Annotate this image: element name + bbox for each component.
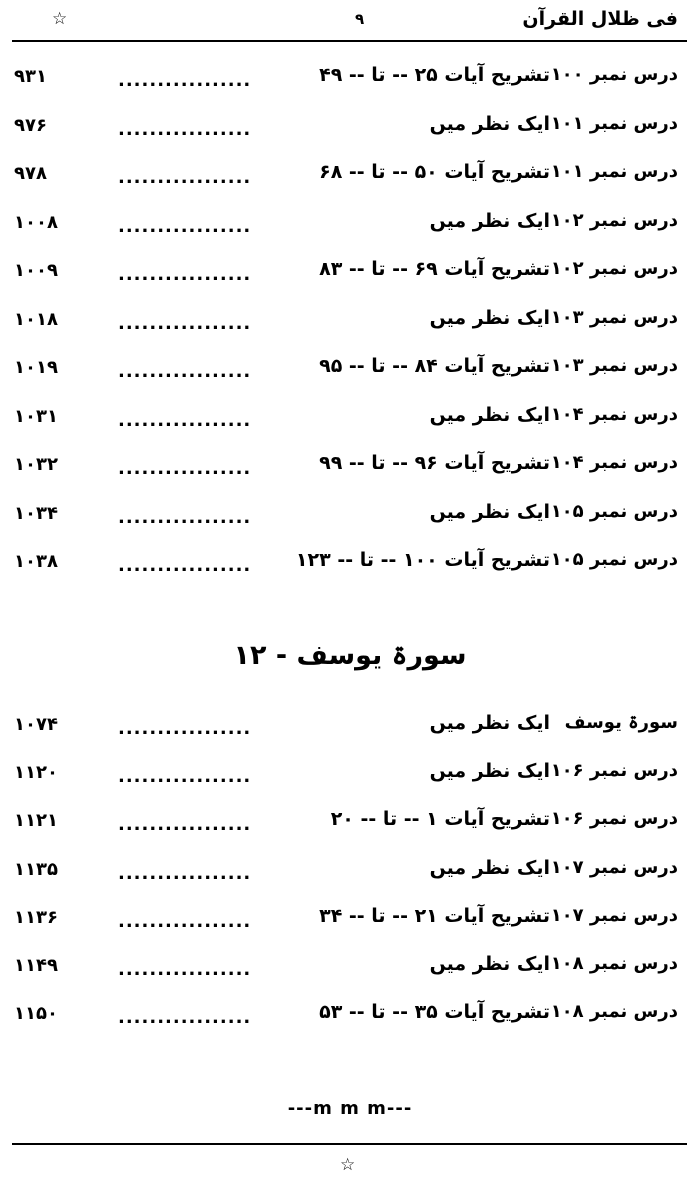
lesson-label: درس نمبر ۱۰۲ xyxy=(550,258,678,279)
lesson-label: درس نمبر ۱۰۴ xyxy=(550,403,678,425)
topic-label: ایک نظر میں xyxy=(429,403,550,426)
dot-leader: ................. xyxy=(118,814,252,836)
toc-row xyxy=(0,105,700,153)
topic-label: ایک نظر میں xyxy=(429,112,550,135)
lesson-label: درس نمبر ۱۰۵ xyxy=(550,549,678,570)
page-ref: ۱۱۲۰ xyxy=(14,762,58,784)
lesson-label: درس نمبر ۱۰۶ xyxy=(550,808,678,830)
topic-label: تشریح آیات ۲۱ -- تا -- ۳۴ xyxy=(319,904,550,927)
topic-label: ایک نظر میں xyxy=(429,856,550,879)
toc-row xyxy=(0,945,700,993)
page-ref: ۱۰۳۲ xyxy=(14,454,58,475)
lesson-label: درس نمبر ۱۰۷ xyxy=(550,856,678,878)
toc-row xyxy=(0,993,700,1041)
topic-label: ایک نظر میں xyxy=(429,760,550,783)
toc-row xyxy=(0,849,700,897)
lesson-label: درس نمبر ۱۰۱ xyxy=(550,112,678,134)
dot-leader: ................. xyxy=(118,264,252,285)
toc-row xyxy=(0,347,700,395)
lesson-label: درس نمبر ۱۰۶ xyxy=(550,760,678,782)
topic-label: تشریح آیات ۸۴ -- تا -- ۹۵ xyxy=(319,355,550,377)
dot-leader: ................. xyxy=(118,118,252,140)
page-header xyxy=(0,0,700,44)
dot-leader: ................. xyxy=(118,862,252,884)
page-ref: ۱۰۳۴ xyxy=(14,502,58,524)
toc-row xyxy=(0,800,700,848)
dot-leader: ................. xyxy=(118,167,252,188)
topic-label: تشریح آیات ۶۹ -- تا -- ۸۳ xyxy=(319,258,550,280)
topic-label: ایک نظر میں xyxy=(429,953,550,975)
star-icon: ☆ xyxy=(340,1155,356,1175)
toc-row xyxy=(0,396,700,444)
page-number: ۹ xyxy=(355,10,365,28)
toc-row xyxy=(0,493,700,541)
lesson-label: درس نمبر ۱۰۲ xyxy=(550,209,678,231)
toc-row xyxy=(0,153,700,201)
dot-leader: ................. xyxy=(118,766,252,788)
dot-leader: ................. xyxy=(118,718,252,739)
dot-leader: ................. xyxy=(118,458,252,479)
lesson-label: درس نمبر ۱۰۰ xyxy=(550,64,678,85)
lesson-label: درس نمبر ۱۰۱ xyxy=(550,161,678,182)
dot-leader: ................. xyxy=(118,1007,252,1029)
header-rule xyxy=(12,40,687,42)
topic-label: تشریح آیات ۳۵ -- تا -- ۵۳ xyxy=(319,1001,550,1024)
topic-label: ایک نظر میں xyxy=(429,209,550,232)
dot-leader: ................. xyxy=(118,506,252,528)
toc-row xyxy=(0,444,700,492)
page-ref: ۱۰۱۸ xyxy=(14,308,58,330)
dot-leader: ................. xyxy=(118,361,252,382)
toc-row xyxy=(0,250,700,298)
lesson-label: درس نمبر ۱۰۴ xyxy=(550,452,678,473)
page-ref: ۱۰۰۹ xyxy=(14,260,58,281)
topic-label: تشریح آیات ۲۵ -- تا -- ۴۹ xyxy=(319,64,550,86)
topic-label: ایک نظر میں xyxy=(429,712,550,734)
toc-row xyxy=(0,299,700,347)
toc-row xyxy=(0,56,700,104)
page-ref: ۱۰۳۸ xyxy=(14,551,58,572)
page-ref: ۹۷۶ xyxy=(14,114,47,136)
lesson-label: درس نمبر ۱۰۷ xyxy=(550,904,678,926)
dot-leader: ................. xyxy=(118,910,252,932)
surah-heading: سورۃ یوسف - ۱۲ xyxy=(233,640,467,671)
page-ref: ۱۰۳۱ xyxy=(14,405,58,427)
page-ref: ۱۱۳۶ xyxy=(14,906,58,928)
page-ref: ۹۷۸ xyxy=(14,163,47,184)
topic-label: تشریح آیات ۱ -- تا -- ۲۰ xyxy=(330,808,550,831)
lesson-label: درس نمبر ۱۰۳ xyxy=(550,306,678,328)
topic-label: ایک نظر میں xyxy=(429,306,550,329)
page-ref: ۱۱۲۱ xyxy=(14,810,58,832)
page-ref: ۱۱۳۵ xyxy=(14,858,58,880)
dot-leader: ................. xyxy=(118,312,252,334)
footer-rule xyxy=(12,1143,687,1145)
lesson-label: درس نمبر ۱۰۸ xyxy=(550,953,678,974)
dot-leader: ................. xyxy=(118,215,252,237)
toc-row xyxy=(0,202,700,250)
topic-label: تشریح آیات ۹۶ -- تا -- ۹۹ xyxy=(319,452,550,474)
topic-label: تشریح آیات ۵۰ -- تا -- ۶۸ xyxy=(319,161,550,183)
dot-leader: ................. xyxy=(118,555,252,576)
lesson-label: درس نمبر ۱۰۵ xyxy=(550,500,678,522)
lesson-label: سورۃ یوسف xyxy=(564,712,678,733)
page-ref: ۱۱۵۰ xyxy=(14,1003,58,1025)
page-ref: ۱۱۴۹ xyxy=(14,955,58,976)
toc-row xyxy=(0,897,700,945)
toc-row xyxy=(0,541,700,589)
star-icon: ☆ xyxy=(52,9,68,29)
dot-leader: ................. xyxy=(118,409,252,431)
book-title: فی ظلال القرآن xyxy=(522,8,678,30)
end-mark: ---m m m--- xyxy=(287,1098,413,1119)
lesson-label: درس نمبر ۱۰۸ xyxy=(550,1001,678,1023)
topic-label: ایک نظر میں xyxy=(429,500,550,523)
dot-leader: ................. xyxy=(118,959,252,980)
page-ref: ۱۰۱۹ xyxy=(14,357,58,378)
dot-leader: ................. xyxy=(118,70,252,91)
toc-row xyxy=(0,752,700,800)
toc-row xyxy=(0,704,700,752)
topic-label: تشریح آیات ۱۰۰ -- تا -- ۱۲۳ xyxy=(295,549,550,571)
page-ref: ۹۳۱ xyxy=(14,66,47,87)
lesson-label: درس نمبر ۱۰۳ xyxy=(550,355,678,376)
page-ref: ۱۰۷۴ xyxy=(14,714,58,735)
page-ref: ۱۰۰۸ xyxy=(14,211,58,233)
